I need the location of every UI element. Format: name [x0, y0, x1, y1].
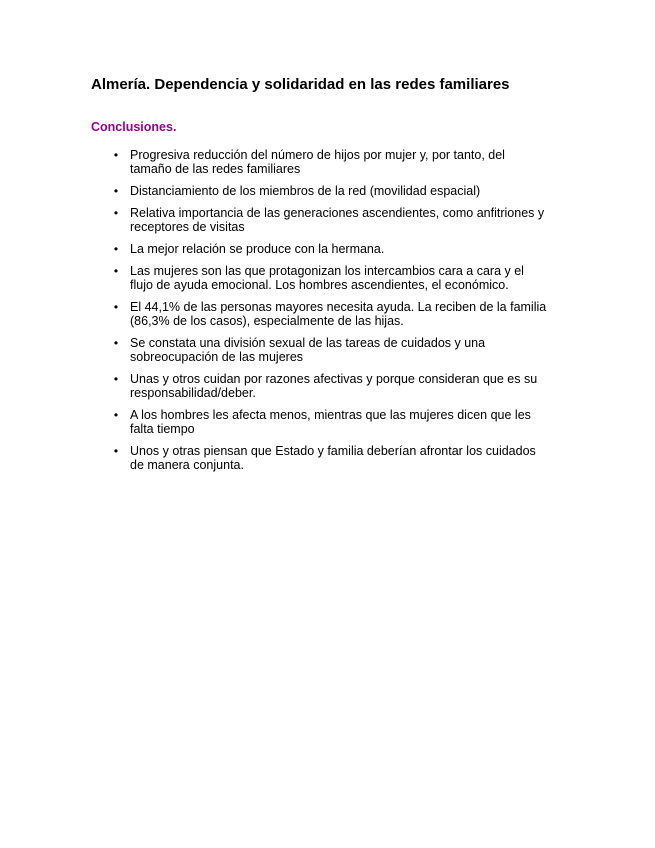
bullet-icon: •: [113, 242, 119, 256]
document-title: Almería. Dependencia y solidaridad en las redes familiares: [91, 76, 510, 93]
bullet-icon: •: [113, 206, 119, 220]
bullet-icon: •: [113, 336, 119, 350]
list-item-text: Relativa importancia de las generaciones ascendientes, como anfitriones y receptores de visitas: [130, 206, 545, 234]
list-item-text: Progresiva reducción del número de hijos por mujer y, por tanto, del tamaño de las redes familiares: [130, 148, 505, 176]
list-item-text: Se constata una división sexual de las tareas de cuidados y una sobreocupación de las mujeres: [130, 336, 486, 364]
list-item-text: La mejor relación se produce con la hermana.: [130, 242, 385, 256]
list-item: [91, 148, 571, 176]
bullet-icon: •: [113, 184, 119, 198]
bullet-icon: •: [113, 148, 119, 162]
list-item: [91, 408, 571, 436]
list-item-text: Distanciamiento de los miembros de la red (movilidad espacial): [130, 184, 481, 198]
list-item: [91, 264, 571, 292]
list-item: [91, 206, 571, 234]
list-item: [91, 300, 571, 328]
list-item: [91, 444, 571, 472]
list-item: [91, 372, 571, 400]
conclusions-list: [91, 148, 571, 480]
list-item-text: Las mujeres son las que protagonizan los intercambios cara a cara y el flujo de ayuda emocional. Los hombres ascendientes, el económico.: [130, 264, 524, 292]
list-item: [91, 184, 571, 198]
list-item-text: El 44,1% de las personas mayores necesita ayuda. La reciben de la familia (86,3% de los casos), especialmente de las hijas.: [130, 300, 547, 328]
bullet-icon: •: [113, 444, 119, 458]
section-heading-conclusiones: Conclusiones.: [91, 120, 177, 134]
list-item-text: Unos y otras piensan que Estado y familia deberían afrontar los cuidados de manera conjunta.: [130, 444, 536, 472]
bullet-icon: •: [113, 264, 119, 278]
list-item-text: Unas y otros cuidan por razones afectivas y porque consideran que es su responsabilidad/deber.: [130, 372, 538, 400]
list-item-text: A los hombres les afecta menos, mientras que las mujeres dicen que les falta tiempo: [130, 408, 531, 436]
list-item: [91, 336, 571, 364]
bullet-icon: •: [113, 372, 119, 386]
list-item: [91, 242, 571, 256]
bullet-icon: •: [113, 300, 119, 314]
bullet-icon: •: [113, 408, 119, 422]
